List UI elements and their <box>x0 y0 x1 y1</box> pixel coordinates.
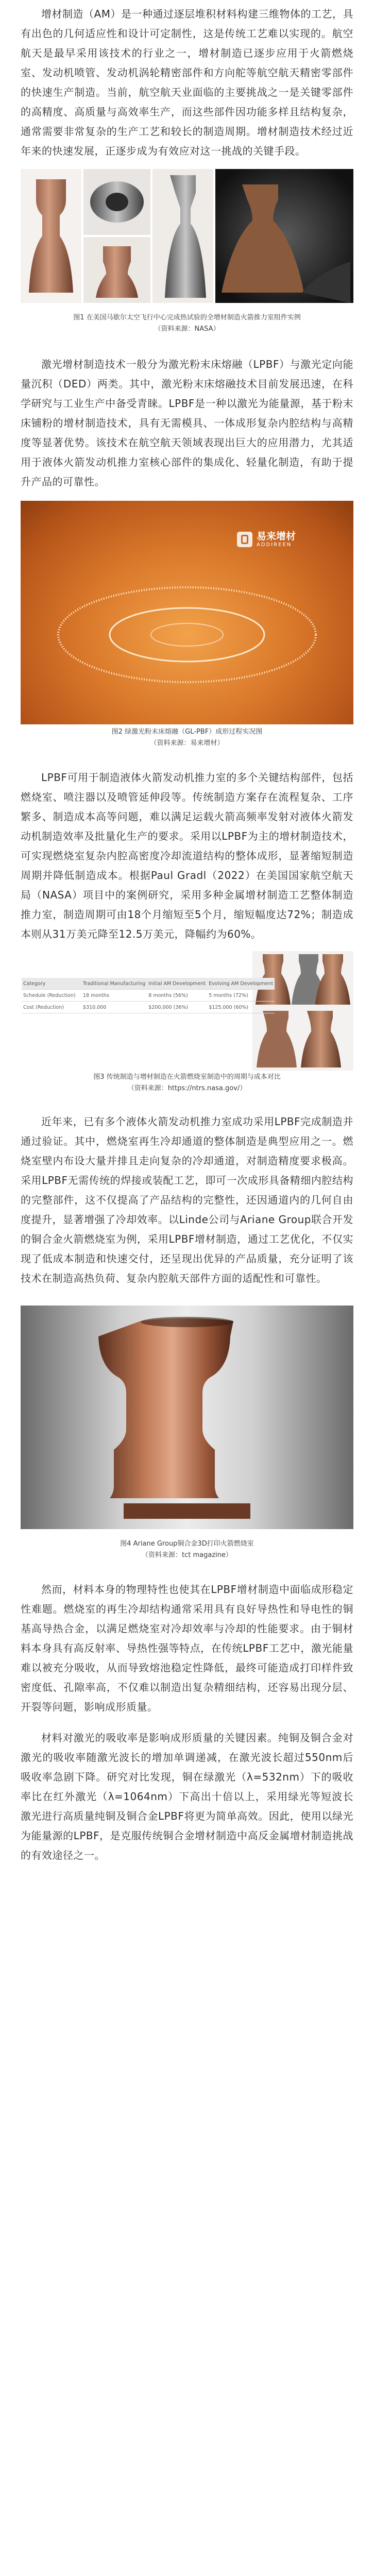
table-header-category: Category <box>22 978 81 990</box>
thrust-chamber-photos <box>21 169 353 303</box>
addireen-logo-sub: ADDIREEN <box>257 542 292 548</box>
figure-4-image <box>21 1306 353 1529</box>
figure-3 <box>21 951 353 1094</box>
figure-2-source: （资料来源：易来增材） <box>150 739 224 747</box>
paragraph-3: LPBF可用于制造液体火箭发动机推力室的多个关键结构部件，包括燃烧室、喷注器以及喷管延伸段等。传统制造方案存在流程复杂、工序繁多、制造成本高等问题，难以满足运载火箭高频率发射对液体火箭发动机制造效率及批量化生产的要求。采用以LPBF为主的增材制造技术，可实现燃烧室复杂内腔高密度冷却流道结构的整体成形，显著缩短制造周期并降低制造成本。根据Paul Gradl（2022）在美国国家航空航天局（NASA）项目中的案例研究，采用多种金属增材制造工艺整体制造推力室，制造周期可由18个月缩短至5个月，缩短幅度达72%；制造成本则从31万美元降至12.5万美元，降幅约为60%。 <box>21 771 353 940</box>
figure-3-caption <box>21 1072 353 1094</box>
table-cell: $200,000 (36%) <box>147 1002 207 1013</box>
figure-4 <box>21 1306 353 1561</box>
table-cell: 5 months (72%) <box>207 990 275 1002</box>
table-cell: 8 months (56%) <box>147 990 207 1002</box>
laser-powder-bed-photo <box>21 501 353 724</box>
figure-1 <box>21 169 353 335</box>
table-cell: Schedule (Reduction) <box>22 990 81 1002</box>
paragraph-4: 近年来，已有多个液体火箭发动机推力室成功采用LPBF完成制造并通过验证。其中，燃烧室再生冷却通道的整体制造是典型应用之一。燃烧室壁内布设大量并排且走向复杂的冷却通道，对制造精度要求极高。采用LPBF无需传统的焊接或装配工艺，即可一次成形具备精细内腔结构的完整部件，这不仅提高了产品结构的完整性，还因通道内的几何自由度提升，显著增强了冷却效率。以Linde公司与Ariane Group联合开发的铜合金火箭燃烧室为例，采用LPBF增材制造，通过工艺优化，不仅实现了低成本制造和快速交付，还呈现出优异的产品质量，充分证明了该技术在制造高热负荷、复杂内腔航天部件方面的适配性和可靠性。 <box>21 1115 353 1284</box>
table-cell: 18 months <box>81 990 147 1002</box>
table-row <box>22 990 275 1002</box>
figure-3-caption-text: 图3 传统制造与增材制造在火箭燃烧室制造中的周期与成本对比 <box>93 1073 281 1081</box>
figure-1-image <box>21 169 353 303</box>
figure-4-caption-text: 图4 Ariane Group铜合金3D打印火箭燃烧室 <box>120 1540 254 1548</box>
figure-4-caption <box>21 1538 353 1561</box>
addireen-logo <box>237 531 296 548</box>
table-header-initial-am: Initial AM Development <box>147 978 207 990</box>
figure-2-caption <box>21 726 353 749</box>
paragraph-5: 然而，材料本身的物理特性也使其在LPBF增材制造中面临成形稳定性难题。燃烧室的再生冷却结构通常采用具有良好导热性和导电性的铜基高导热合金，以满足燃烧室对冷却效率与冷却的性能要求。由于铜材料本身具有高反射率、导热性强等特点，在传统LPBF工艺中，激光能量难以被充分吸收，从而导致熔池稳定性降低，最终可能造成打印样件致密度低、孔隙率高，不仅难以制造出复杂精细结构，还容易出现分层、开裂等问题，影响成形质量。 <box>21 1583 353 1713</box>
table-cell: Cost (Reduction) <box>22 1002 81 1013</box>
paragraph-6: 材料对激光的吸收率是影响成形质量的关键因素。纯铜及铜合金对激光的吸收率随激光波长的增加单调递减，在激光波长超过550nm后吸收率急剧下降。研究对比发现，铜在绿激光（λ=532nm）下的吸收率比在红外激光（λ=1064nm）下高出十倍以上，采用绿光等短波长激光进行高质量纯铜及铜合金LPBF将更为简单高效。因此，使用以绿光为能量源的LPBF，是克服传统铜合金增材制造中高反金属增材制造挑战的有效途径之一。 <box>21 1732 353 1861</box>
paragraph-1: 增材制造（AM）是一种通过逐层堆积材料构建三维物体的工艺，具有出色的几何适应性和设计可定制性，这是传统工艺难以实现的。航空航天是最早采用该技术的行业之一，增材制造已逐步应用于火箭燃烧室、发动机喷管、发动机涡轮精密部件和方向舵等航空航天精密零部件的快速生产制造。当前，航空航天业面临的主要挑战之一是关键零部件的高精度、高质量与高效率生产，而这些部件因功能多样且结构复杂，通常需要非常复杂的生产工艺和较长的制造周期。增材制造技术经过近年来的快速发展，正逐步成为有效应对这一挑战的关键手段。 <box>21 8 353 157</box>
table-row <box>22 1002 275 1013</box>
table-cell: $310,000 <box>81 1002 147 1013</box>
paragraph-2: 激光增材制造技术一般分为激光粉末床熔融（LPBF）与激光定向能量沉积（DED）两类。其中，激光粉末床熔融技术目前发展迅速，在科学研究与工业生产中备受青睐。LPBF是一种以激光为能量源，基于粉末床铺粉的增材制造技术，具有无需模具、一体成形复杂内腔结构与高精度等显著优势。该技术在航空航天领域表现出巨大的应用潜力，尤其适用于液体火箭发动机推力室核心部件的集成化、轻量化制造，有助于提升产品的可靠性。 <box>21 358 353 488</box>
figure-2-image <box>21 501 353 724</box>
table-header-evolving-am: Evolving AM Development <box>207 978 275 990</box>
table-header-traditional: Traditional Manufacturing <box>81 978 147 990</box>
figure-1-caption-text: 图1 在美国马歇尔太空飞行中心完成热试验的全增材制造火箭推力室组件实例 <box>73 314 301 321</box>
figure-1-source: （资料来源：NASA） <box>154 325 220 333</box>
table-cell: $125,000 (60%) <box>207 1002 275 1013</box>
figure-2-caption-text: 图2 绿激光粉末床熔融（GL-PBF）成形过程实况图 <box>111 728 263 736</box>
copper-chamber-photo <box>21 1306 353 1529</box>
figure-1-caption <box>21 312 353 335</box>
addireen-logo-wordmark <box>257 531 296 548</box>
figure-4-source: （资料来源：tct magazine） <box>142 1551 232 1559</box>
figure-3-image <box>21 951 353 1071</box>
figure-2 <box>21 501 353 749</box>
addireen-logo-text: 易来增材 <box>257 531 296 542</box>
addireen-logo-icon <box>237 532 252 547</box>
cost-schedule-table <box>22 978 275 1013</box>
figure-3-source: （资料来源：https://ntrs.nasa.gov/） <box>127 1084 247 1092</box>
